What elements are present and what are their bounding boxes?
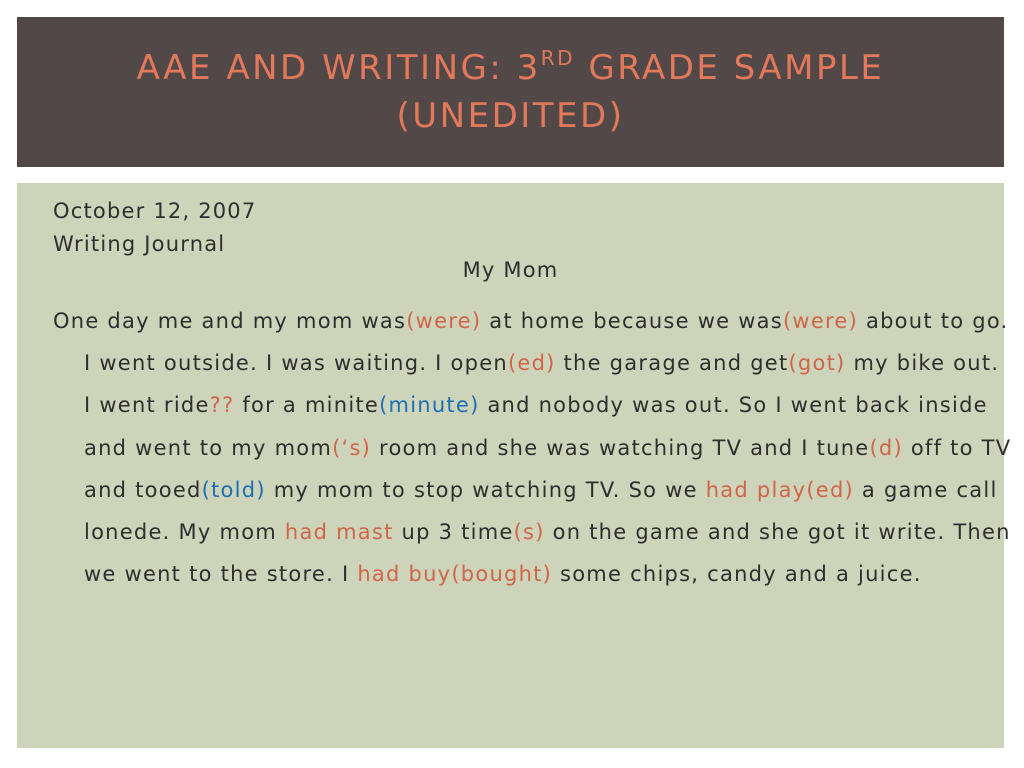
correction-red: (‘s) [332,435,372,460]
essay-text: the garage and get [555,351,789,376]
correction-red: had mast [284,520,394,545]
essay-text: up 3 time [393,520,514,545]
correction-red: (got) [788,351,846,376]
correction-red: (were) [782,309,859,333]
essay-text: room and she was watching TV and I tune [371,435,870,460]
essay-text: off to TV and tooed [84,435,1012,502]
title-bar [17,17,1004,167]
essay-title: My Mom [462,258,559,282]
journal-subheading: Writing Journal [53,232,226,256]
correction-red: ?? [209,393,235,418]
essay-text: One day me and my mom was [53,309,407,333]
essay-text: about to go. I went outside. I was waiting. I open [84,309,1009,376]
title-superscript: RD [540,46,576,70]
essay-text: my mom to stop watching TV. So we [265,477,706,502]
correction-red: (ed) [507,351,556,376]
correction-red: had buy(bought) [357,562,553,587]
correction-red: (s) [513,520,545,545]
essay-text: on the game and she got it write. Then we went to the store. I [84,520,1011,587]
correction-blue: (minute) [379,393,480,418]
journal-header [53,195,256,261]
content-area [17,183,1012,748]
essay-text: for a minite [234,393,380,418]
correction-blue: (told) [201,477,266,502]
correction-red: had play(ed) [705,477,854,502]
essay-text: at home because we was [481,309,783,333]
essay-text: and nobody was out. So I went back inside and went to my mom [84,393,988,460]
essay-text: a game call lonede. My mom [84,477,998,545]
title-part-1: AAE AND WRITING: 3 [136,48,541,88]
essay-text: my bike out. I went ride [84,351,1000,418]
correction-red: (d) [869,435,903,460]
journal-date: October 12, 2007 [53,199,257,223]
correction-red: (were) [406,309,482,333]
essay-text: some chips, candy and a juice. [552,562,922,587]
essay-paragraph [53,300,1014,595]
slide-title [61,44,961,140]
title-part-2: GRADE SAMPLE (UNEDITED) [396,48,885,136]
